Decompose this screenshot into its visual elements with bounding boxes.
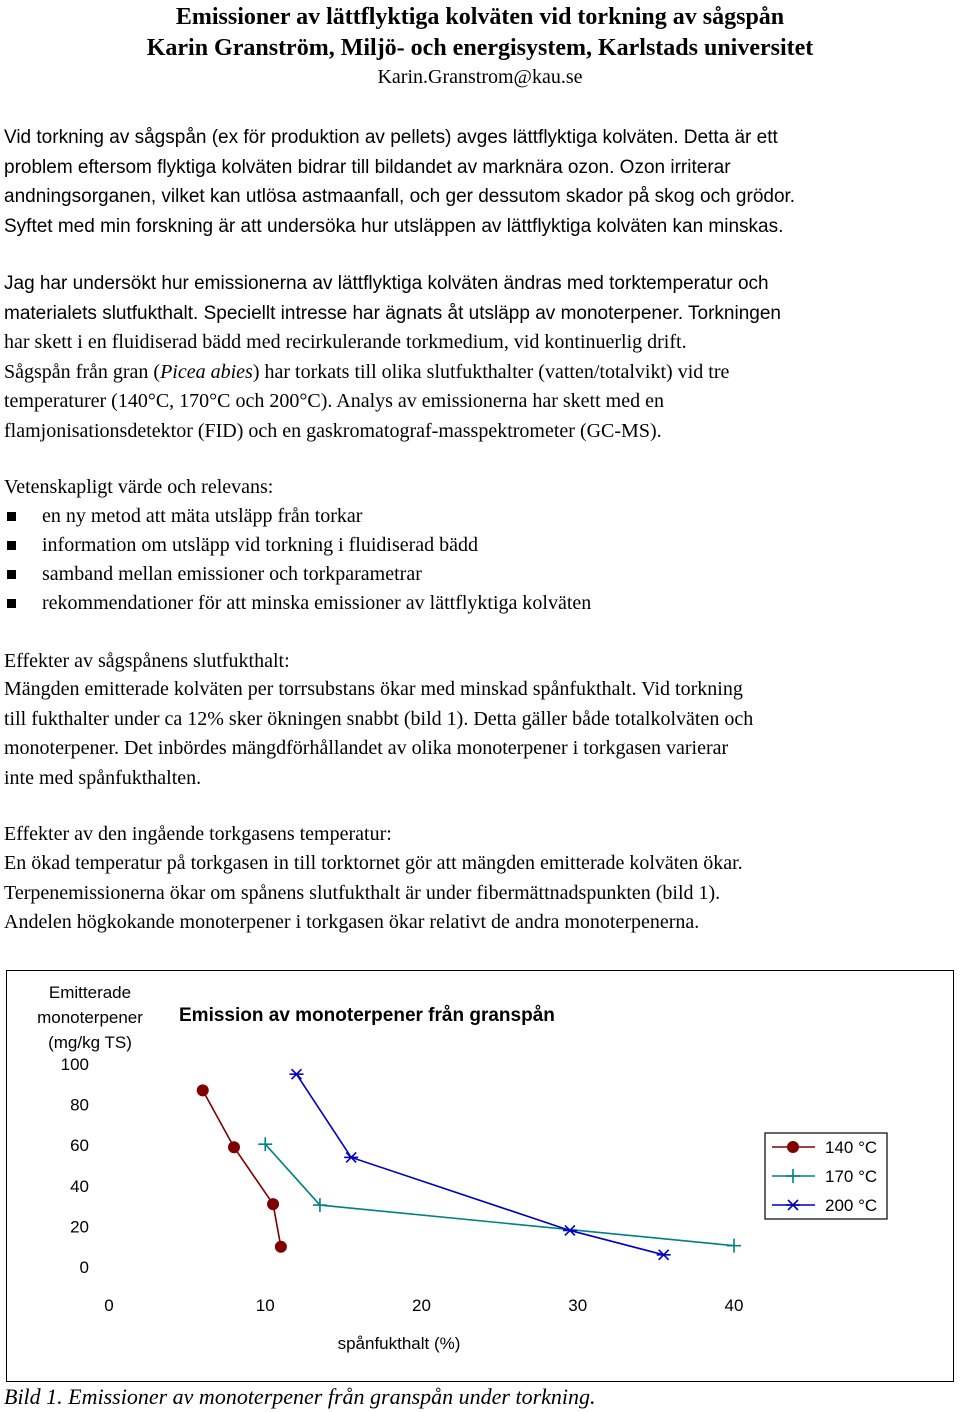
x-axis-label: spånfukthalt (%) (337, 1334, 461, 1353)
data-point (229, 1142, 240, 1153)
method-line: temperaturer (140°C, 170°C och 200°C). Analys av emissionerna har skett med en (4, 390, 664, 412)
x-tick-label: 30 (568, 1296, 588, 1315)
value-heading: Vetenskapligt värde och relevans: (4, 476, 274, 498)
x-tick-label: 10 (255, 1296, 275, 1315)
temperature-line: En ökad temperatur på torkgasen in till torktornet gör att mängden emitterade kolväten ökar. (4, 852, 743, 874)
moisture-line: monoterpener. Det inbördes mängdförhållandet av olika monoterpener i torkgasen varierar (4, 737, 729, 759)
method-line: har skett i en fluidiserad bädd med recirkulerande torkmedium, vid kontinuerlig drift. (4, 331, 687, 353)
method-line (4, 358, 954, 388)
bullet-icon (7, 512, 16, 521)
legend-label: 200 °C (825, 1196, 878, 1215)
legend-marker (788, 1142, 799, 1153)
list-item-text: information om utsläpp vid torkning i fluidiserad bädd (42, 534, 479, 556)
x-tick-label: 20 (412, 1296, 431, 1315)
method-line: Jag har undersökt hur emissionerna av lättflyktiga kolväten ändras med torktemperatur och (4, 273, 769, 294)
author-email: Karin.Granstrom@kau.se (377, 66, 583, 88)
method-text: ) har torkats till olika slutfukthalter (vatten/totalvikt) vid tre (252, 360, 730, 383)
list-item (4, 589, 591, 618)
series-line (203, 1090, 281, 1246)
list-item-text: samband mellan emissioner och torkparametrar (42, 563, 422, 585)
moisture-line: till fukthalter under ca 12% sker ökningen snabbt (bild 1). Detta gäller både totalkolväten och (4, 707, 754, 730)
legend-label: 170 °C (825, 1167, 878, 1186)
list-item (4, 502, 591, 531)
temperature-paragraph (4, 849, 954, 938)
x-tick-label: 40 (724, 1296, 744, 1315)
author-line: Karin Granström, Miljö- och energisystem, Karlstads universitet (146, 35, 814, 61)
moisture-line: Mängden emitterade kolväten per torrsubstans ökar med minskad spånfukthalt. Vid torkning (4, 678, 743, 700)
temperature-line: Terpenemissionerna ökar om spånens slutfukthalt är under fibermättnadspunkten (bild 1). (4, 881, 721, 904)
intro-line: Vid torkning av sågspån (ex för produktion av pellets) avges lättflyktiga kolväten. Detta är ett (4, 127, 778, 148)
y-tick-label: 20 (70, 1217, 89, 1237)
figure-caption: Bild 1. Emissioner av monoterpener från granspån under torkning. (4, 1384, 596, 1409)
moisture-heading: Effekter av sågspånens slutfukthalt: (4, 650, 290, 672)
list-item-text: rekommendationer för att minska emissioner av lättflyktiga kolväten (42, 592, 592, 614)
y-axis-label: (mg/kg TS) (48, 1033, 132, 1052)
method-text: Sågspån från gran ( (4, 360, 161, 383)
method-line: flamjonisationsdetektor (FID) och en gaskromatograf-masspektrometer (GC-MS). (4, 419, 662, 442)
intro-line: problem eftersom flyktiga kolväten bidrar till bildandet av marknära ozon. Ozon irriterar (4, 156, 731, 178)
chart-title: Emission av monoterpener från granspån (179, 1005, 555, 1026)
y-tick-label: 60 (70, 1136, 89, 1156)
x-tick-label: 0 (104, 1296, 114, 1315)
chart-svg (7, 971, 952, 1380)
document-title: Emissioner av lättflyktiga kolväten vid torkning av sågspån (175, 4, 785, 30)
chart-frame (6, 970, 954, 1382)
y-tick-label: 40 (70, 1176, 89, 1196)
data-point (275, 1241, 286, 1252)
bullet-icon (7, 599, 16, 608)
value-list (4, 502, 591, 618)
series-line (265, 1144, 734, 1246)
intro-line: andningsorganen, vilket kan utlösa astmaanfall, och ger dessutom skador på skog och grödor. (4, 186, 796, 207)
intro-paragraph (4, 123, 954, 241)
y-tick-label: 100 (60, 1055, 89, 1074)
y-axis-label: Emitterade (48, 983, 132, 1002)
y-axis-label: monoterpener (37, 1008, 143, 1027)
method-line: materialets slutfukthalt. Speciellt intresse har ägnats åt utsläpp av monoterpener. Torkningen (4, 302, 781, 324)
legend-label: 140 °C (825, 1138, 878, 1157)
data-point (268, 1199, 279, 1210)
data-point (197, 1085, 208, 1096)
y-tick-label: 80 (70, 1095, 89, 1115)
temperature-line: Andelen högkokande monoterpener i torkgasen ökar relativt de andra monoterpenerna. (4, 911, 700, 933)
bullet-icon (7, 570, 16, 579)
bullet-icon (7, 541, 16, 550)
moisture-paragraph (4, 675, 954, 793)
y-tick-label: 0 (79, 1258, 89, 1277)
list-item (4, 531, 591, 560)
species-name: Picea abies (160, 360, 253, 383)
moisture-line: inte med spånfukthalten. (4, 766, 202, 789)
series-line (297, 1074, 664, 1255)
list-item (4, 560, 591, 589)
list-item-text: en ny metod att mäta utsläpp från torkar (42, 505, 363, 527)
method-paragraph (4, 269, 954, 446)
temperature-heading: Effekter av den ingående torkgasens temperatur: (4, 823, 392, 845)
intro-line: Syftet med min forskning är att undersöka hur utsläppen av lättflyktiga kolväten kan minskas. (4, 215, 784, 237)
